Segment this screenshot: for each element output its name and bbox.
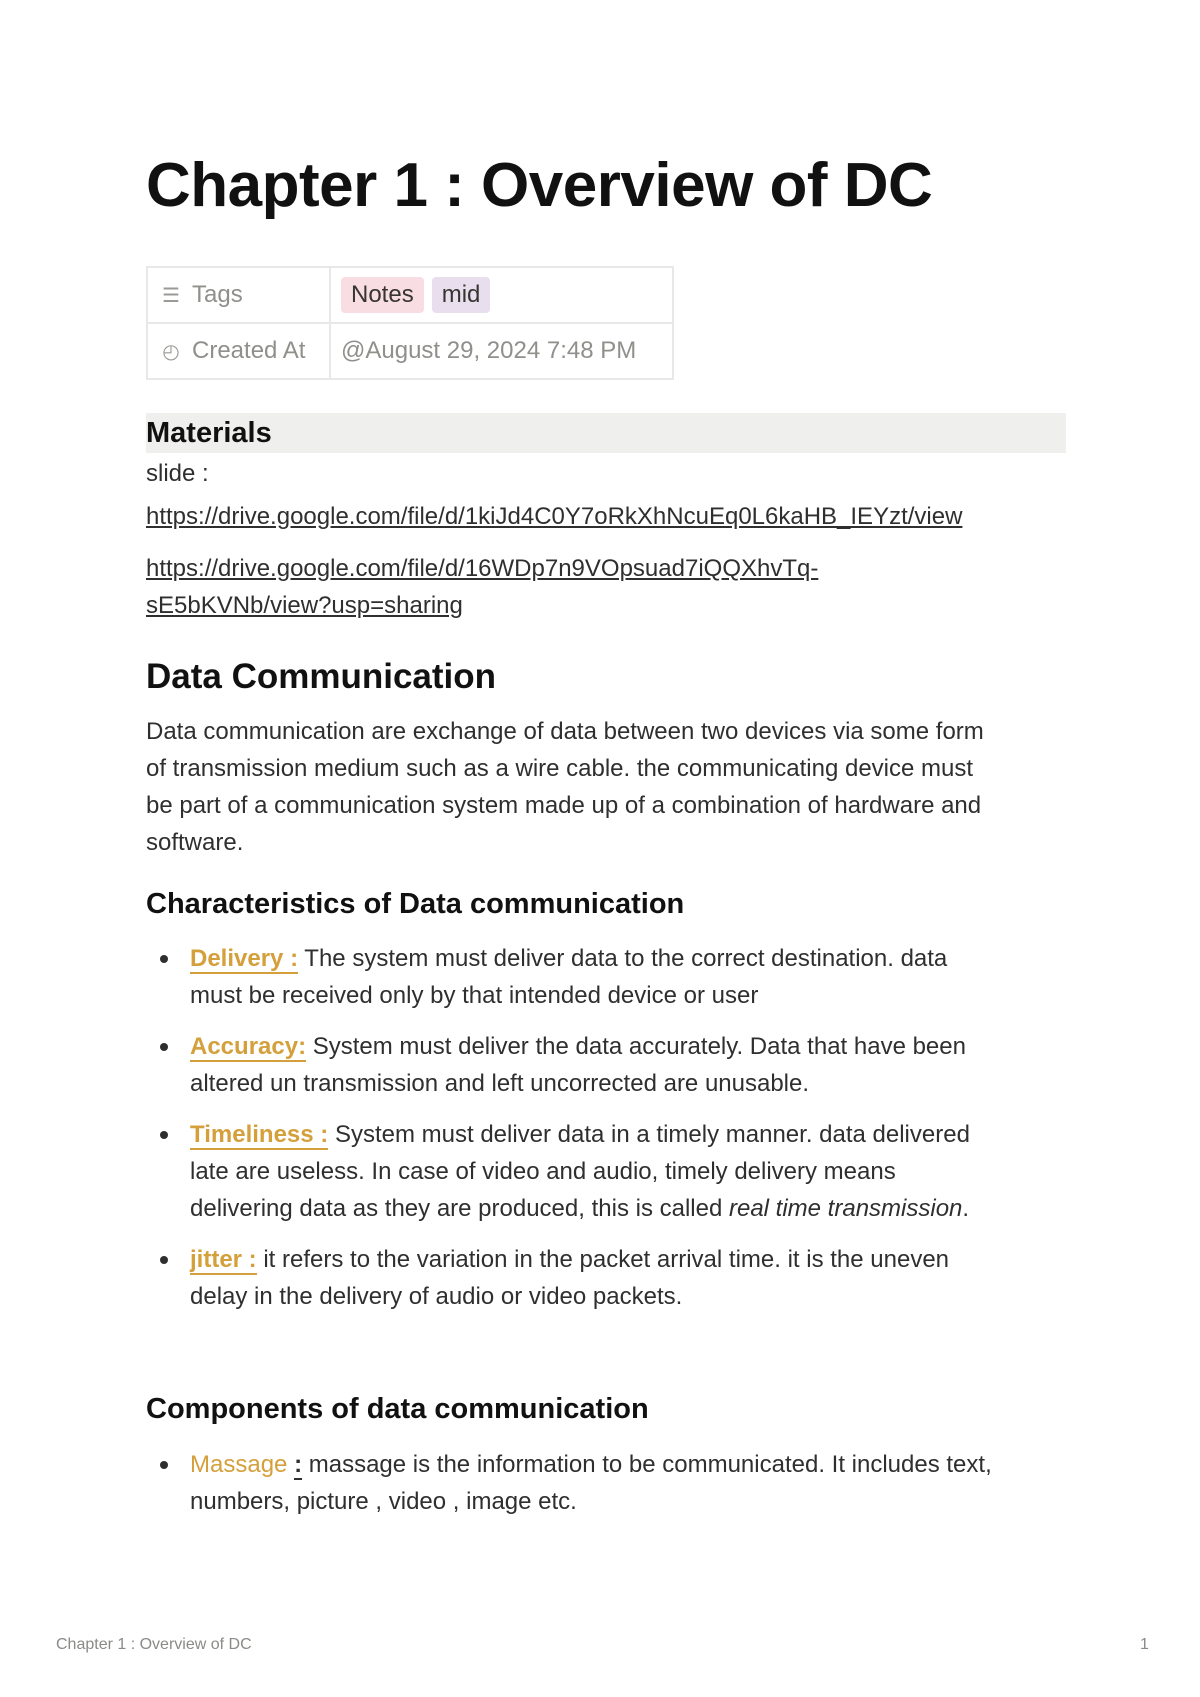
tag-notes[interactable]: Notes xyxy=(341,277,424,313)
page-title: Chapter 1 : Overview of DC xyxy=(146,151,933,220)
tags-label: Tags xyxy=(192,281,243,308)
item-text: System must deliver the data accurately. Data that have been xyxy=(312,1033,966,1060)
property-key-created xyxy=(147,323,330,379)
footer-doc-title: Chapter 1 : Overview of DC xyxy=(56,1636,252,1653)
slide-link-paragraph-2 xyxy=(146,550,818,624)
slide-link-2-line-1[interactable]: https://drive.google.com/file/d/16WDp7n9VOpsuad7iQQXhvTq- xyxy=(146,555,819,582)
list-item xyxy=(146,1116,1066,1227)
slide-label: slide : xyxy=(146,460,209,487)
item-text: it refers to the variation in the packet arrival time. it is the uneven xyxy=(263,1246,950,1273)
dc-line-4: software. xyxy=(146,829,244,856)
slide-link-2-line-2[interactable]: sE5bKVNb/view?usp=sharing xyxy=(146,592,463,619)
list-item xyxy=(146,1028,1066,1102)
property-value-tags xyxy=(330,267,673,323)
item-text: delay in the delivery of audio or video packets. xyxy=(190,1283,683,1310)
data-communication-paragraph xyxy=(146,713,984,861)
materials-heading: Materials xyxy=(146,413,1066,453)
dc-line-1: Data communication are exchange of data between two devices via some form xyxy=(146,718,984,745)
dc-line-3: be part of a communication system made up of a combination of hardware and xyxy=(146,792,982,819)
clock-icon: ◴ xyxy=(162,341,180,363)
item-text: massage is the information to be communicated. It includes text, xyxy=(308,1451,992,1478)
item-text: . xyxy=(962,1195,970,1222)
item-text: altered un transmission and left uncorrected are unusable. xyxy=(190,1070,810,1097)
slide-link-1[interactable]: https://drive.google.com/file/d/1kiJd4C0Y7oRkXhNcuEq0L6kaHB_IEYzt/view xyxy=(146,503,963,530)
item-text: numbers, picture , video , image etc. xyxy=(190,1488,577,1515)
property-key-tags xyxy=(147,267,330,323)
components-list xyxy=(146,1446,1066,1534)
data-communication-heading: Data Communication xyxy=(146,657,497,696)
dc-line-2: of transmission medium such as a wire cable. the communicating device must xyxy=(146,755,974,782)
term-timeliness: Timeliness : xyxy=(190,1121,329,1148)
characteristics-list xyxy=(146,940,1066,1329)
properties-table xyxy=(146,266,674,380)
list-item xyxy=(146,940,1066,1014)
components-heading: Components of data communication xyxy=(146,1393,649,1425)
term-accuracy: Accuracy: xyxy=(190,1033,307,1060)
list-item xyxy=(146,1446,1066,1520)
term-massage: Massage xyxy=(190,1451,288,1478)
list-icon: ☰ xyxy=(162,285,180,307)
term-delivery: Delivery : xyxy=(190,945,299,972)
slide-link-paragraph xyxy=(146,498,962,535)
item-text: must be received only by that intended device or user xyxy=(190,982,759,1009)
tag-mid[interactable]: mid xyxy=(432,277,491,313)
item-text: late are useless. In case of video and audio, timely delivery means xyxy=(190,1158,896,1185)
property-row-created xyxy=(147,323,673,379)
term-jitter: jitter : xyxy=(190,1246,257,1273)
property-value-created: @August 29, 2024 7:48 PM xyxy=(330,323,673,379)
item-text: delivering data as they are produced, this is called xyxy=(190,1195,729,1222)
created-label: Created At xyxy=(192,337,306,364)
footer-page-number: 1 xyxy=(1140,1636,1149,1653)
term-colon: : xyxy=(294,1451,303,1478)
item-text: System must deliver data in a timely manner. data delivered xyxy=(334,1121,970,1148)
item-text: The system must deliver data to the correct destination. data xyxy=(304,945,948,972)
list-item xyxy=(146,1241,1066,1315)
characteristics-heading: Characteristics of Data communication xyxy=(146,888,685,920)
item-italic-text: real time transmission xyxy=(728,1195,963,1222)
property-row-tags xyxy=(147,267,673,323)
